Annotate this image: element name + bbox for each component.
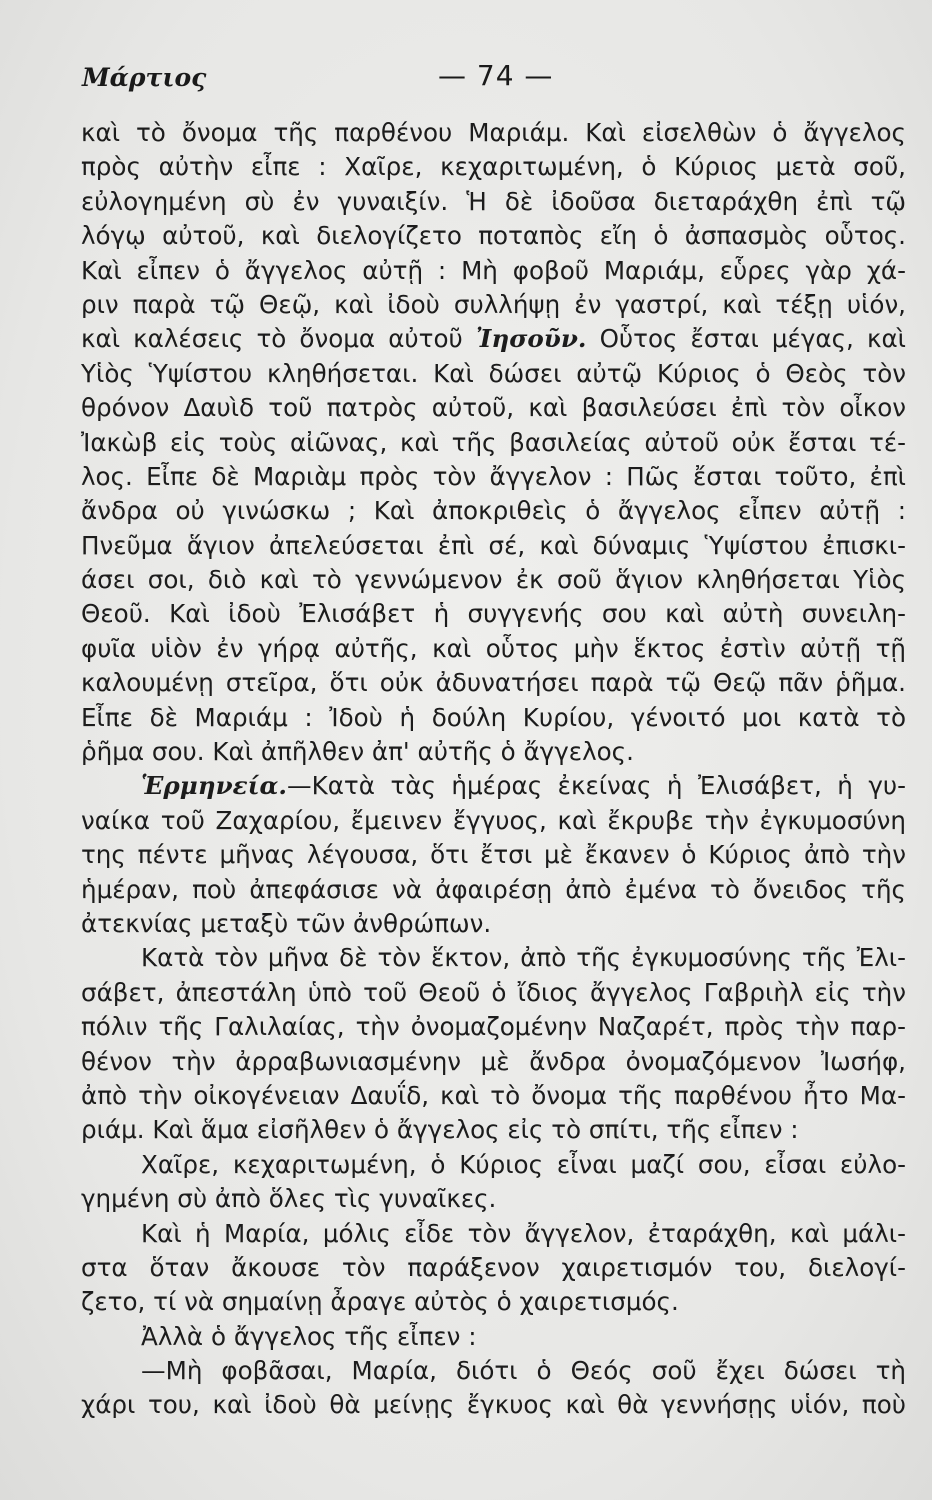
text-line: γημένη σὺ ἀπὸ ὅλες τὶς γυναῖκες. [81,1184,497,1214]
text-line: ναίκα τοῦ Ζαχαρίου, ἔμεινεν ἔγγυος, καὶ ἔκρυβε τὴν ἐγκυμοσύνη [81,805,906,835]
text-line: Ἀλλὰ ὁ ἄγγελος τῆς εἶπεν : [141,1321,477,1351]
text-line: εὐλογημένη σὺ ἐν γυναιξίν. Ἡ δὲ ἰδοῦσα διεταράχθη ἐπὶ τῷ [81,186,906,216]
text-line: Χαῖρε, κεχαριτωμένη, ὁ Κύριος εἶναι μαζί σου, εἶσαι εὐλο- [141,1149,906,1179]
text-line: Κατὰ τὸν μῆνα δὲ τὸν ἕκτον, ἀπὸ τῆς ἐγκυμοσύνης τῆς Ἐλι- [141,943,906,973]
running-head-title: Μάρτιος [82,63,207,92]
section-heading: Ἑρμηνεία. [141,771,287,801]
text-line: ζετο, τί νὰ σημαίνῃ ἆραγε αὐτὸς ὁ χαιρετισμός. [81,1287,679,1317]
text-fragment: —Κατὰ τὰς ἡμέρας ἐκείνας ἡ Ἐλισάβετ, ἡ γυ- [287,771,906,801]
text-line: στα ὅταν ἄκουσε τὸν παράξενον χαιρετισμόν του, διελογί- [81,1252,906,1282]
text-line: Πνεῦμα ἅγιον ἀπελεύσεται ἐπὶ σέ, καὶ δύναμις Ὑψίστου ἐπισκι- [81,530,906,560]
text-line: λόγῳ αὐτοῦ, καὶ διελογίζετο ποταπὸς εἴη ὁ ἀσπασμὸς οὗτος. [81,221,906,251]
text-line: άσει σοι, διὸ καὶ τὸ γεννώμενον ἐκ σοῦ ἅγιον κληθήσεται Υἱὸς [81,565,906,595]
text-line: θρόνον Δαυὶδ τοῦ πατρὸς αὐτοῦ, καὶ βασιλεύσει ἐπὶ τὸν οἶκον [81,393,906,423]
text-line: πρὸς αὐτὴν εἶπε : Χαῖρε, κεχαριτωμένη, ὁ Κύριος μετὰ σοῦ, [81,152,906,182]
running-head [0,55,932,103]
text-line: καλουμένῃ στεῖρα, ὅτι οὐκ ἀδυνατήσει παρὰ τῷ Θεῷ πᾶν ῥῆμα. [81,668,906,698]
text-line: της πέντε μῆνας λέγουσα, ὅτι ἔτσι μὲ ἔκανεν ὁ Κύριος ἀπὸ τὴν [81,840,906,870]
text-line: καὶ τὸ ὄνομα τῆς παρθένου Μαριάμ. Καὶ εἰσελθὼν ὁ ἄγγελος [81,118,906,147]
body-text [81,116,906,1423]
text-fragment: καὶ καλέσεις τὸ ὄνομα αὐτοῦ [81,324,476,354]
text-line: ἀπὸ τὴν οἰκογένειαν Δαυΐδ, καὶ τὸ ὄνομα τῆς παρθένου ἦτο Μα- [81,1080,906,1110]
emphasized-name: Ἰησοῦν. [475,324,587,354]
text-line: Θεοῦ. Καὶ ἰδοὺ Ἐλισάβετ ἡ συγγενής σου καὶ αὐτὴ συνειλη- [81,599,906,629]
text-line: χάρι του, καὶ ἰδοὺ θὰ μείνῃς ἔγκυος καὶ θὰ γεννήσῃς υἱόν, ποὺ [81,1390,906,1420]
text-line: θένον τὴν ἀρραβωνιασμένην μὲ ἄνδρα ὀνομαζόμενον Ἰωσήφ, [81,1046,906,1076]
text-line: σάβετ, ἀπεστάλη ὑπὸ τοῦ Θεοῦ ὁ ἴδιος ἄγγελος Γαβριὴλ εἰς τὴν [81,977,906,1007]
text-line: ἀτεκνίας μεταξὺ τῶν ἀνθρώπων. [81,908,492,938]
text-line [81,769,906,803]
text-line: Υἱὸς Ὑψίστου κληθήσεται. Καὶ δώσει αὐτῷ Κύριος ὁ Θεὸς τὸν [81,358,906,388]
text-line: λος. Εἶπε δὲ Μαριὰμ πρὸς τὸν ἄγγελον : Πῶς ἔσται τοῦτο, ἐπὶ [81,461,906,491]
text-line [81,322,906,356]
text-line: ἄνδρα οὐ γινώσκω ; Καὶ ἀποκριθεὶς ὁ ἄγγελος εἶπεν αὐτῇ : [81,496,906,526]
text-line: Ἰακὼβ εἰς τοὺς αἰῶνας, καὶ τῆς βασιλείας αὐτοῦ οὐκ ἔσται τέ- [81,427,906,457]
text-line: Εἶπε δὲ Μαριάμ : Ἰδοὺ ἡ δούλη Κυρίου, γένοιτό μοι κατὰ τὸ [81,702,906,732]
text-line: —Μὴ φοβᾶσαι, Μαρία, διότι ὁ Θεός σοῦ ἔχει δώσει τὴ [141,1356,906,1386]
text-line: ἡμέραν, ποὺ ἀπεφάσισε νὰ ἀφαιρέσῃ ἀπὸ ἐμένα τὸ ὄνειδος τῆς [81,874,906,904]
text-line: ριάμ. Καὶ ἅμα εἰσῆλθεν ὁ ἄγγελος εἰς τὸ σπίτι, τῆς εἶπεν : [81,1115,799,1145]
text-line: ῥῆμα σου. Καὶ ἀπῆλθεν ἀπ' αὐτῆς ὁ ἄγγελος. [81,737,634,767]
text-fragment: Οὗτος ἔσται μέγας, καὶ [586,324,906,354]
page-number: — 74 — [438,59,554,92]
text-line: Καὶ εἶπεν ὁ ἄγγελος αὐτῇ : Μὴ φοβοῦ Μαριάμ, εὗρες γὰρ χά- [81,255,906,285]
text-line: φυῖα υἱὸν ἐν γήρᾳ αὐτῆς, καὶ οὗτος μὴν ἕκτος ἐστὶν αὐτῇ τῇ [81,633,906,663]
text-line: πόλιν τῆς Γαλιλαίας, τὴν ὀνομαζομένην Ναζαρέτ, πρὸς τὴν παρ- [81,1012,906,1042]
text-line: ριν παρὰ τῷ Θεῷ, καὶ ἰδοὺ συλλήψῃ ἐν γαστρί, καὶ τέξῃ υἱόν, [81,289,906,319]
text-line: Καὶ ἡ Μαρία, μόλις εἶδε τὸν ἄγγελον, ἐταράχθη, καὶ μάλι- [141,1218,906,1248]
